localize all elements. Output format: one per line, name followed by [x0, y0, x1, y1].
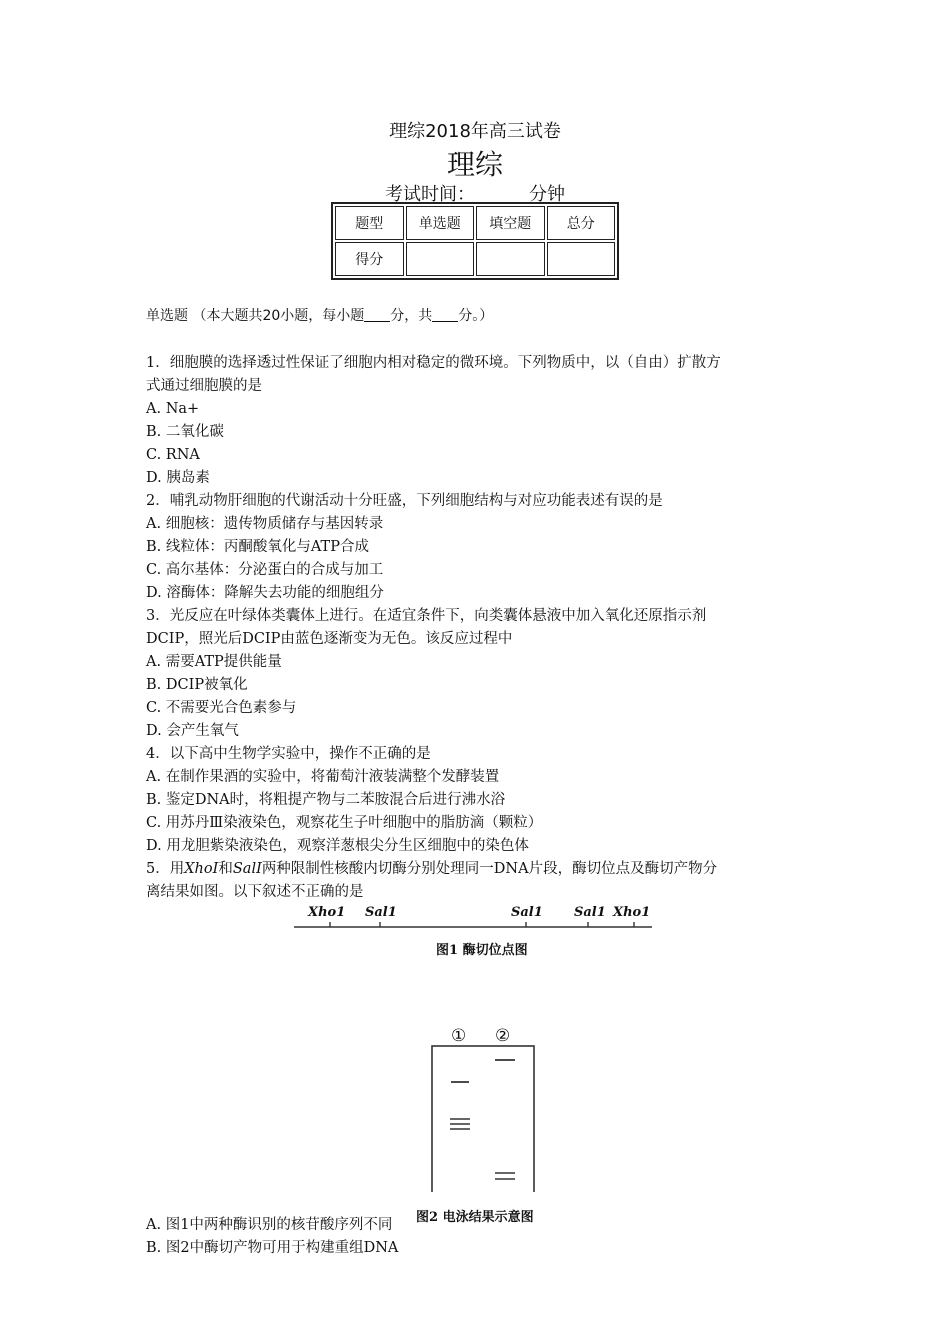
- cut-site-label: Xho1: [308, 905, 346, 920]
- figure1-caption: 图1 酶切位点图: [436, 943, 528, 958]
- score-table-cell: 得分: [335, 242, 404, 276]
- answer-option: D. 用龙胆紫染液染色，观察洋葱根尖分生区细胞中的染色体: [146, 838, 529, 854]
- cut-site-label: Sal1: [574, 905, 606, 920]
- answer-option: A. 在制作果酒的实验中，将葡萄汁液装满整个发酵装置: [146, 769, 500, 785]
- answer-option: C. RNA: [146, 447, 200, 463]
- section-heading-text: 单选题 （本大题共20小题，每小题: [146, 308, 365, 324]
- question-stem: 式通过细胞膜的是: [146, 378, 262, 394]
- blank: [432, 307, 458, 322]
- score-table-score-row: [335, 242, 615, 276]
- answer-option: B. DCIP被氧化: [146, 677, 248, 693]
- stem-text: 和: [218, 861, 233, 877]
- score-table-cell: 单选题: [406, 206, 475, 240]
- answer-option: B. 二氧化碳: [146, 424, 224, 440]
- section-heading-text: 分。）: [458, 308, 494, 324]
- lane-label: ①: [451, 1026, 467, 1046]
- score-table-cell: 总分: [547, 206, 616, 240]
- exam-subtitle: 理综2018年高三试卷: [389, 121, 561, 142]
- answer-option: D. 溶酶体：降解失去功能的细胞组分: [146, 585, 384, 601]
- cut-site-label: Sal1: [511, 905, 543, 920]
- figure2-caption: 图2 电泳结果示意图: [416, 1210, 534, 1225]
- answer-option: B. 鉴定DNA时，将粗提产物与二苯胺混合后进行沸水浴: [146, 792, 506, 808]
- answer-option: B. 图2中酶切产物可用于构建重组DNA: [146, 1240, 399, 1256]
- question-stem: 1．细胞膜的选择透过性保证了细胞内相对稳定的微环境。下列物质中，以（自由）扩散方: [146, 355, 721, 371]
- question-stem: [146, 858, 816, 881]
- exam-time-unit: 分钟: [529, 184, 565, 205]
- answer-option: D. 会产生氧气: [146, 723, 239, 739]
- answer-option: A. 细胞核：遗传物质储存与基因转录: [146, 516, 384, 532]
- answer-option: C. 不需要光合色素参与: [146, 700, 297, 716]
- question-stem: 2．哺乳动物肝细胞的代谢活动十分旺盛，下列细胞结构与对应功能表述有误的是: [146, 493, 663, 509]
- question-stem: 离结果如图。以下叙述不正确的是: [146, 884, 364, 900]
- answer-option: A. 需要ATP提供能量: [146, 654, 282, 670]
- gel-box: [432, 1046, 534, 1192]
- answer-option: D. 胰岛素: [146, 470, 210, 486]
- section-heading: [146, 305, 493, 325]
- cut-site-label: Xho1: [613, 905, 651, 920]
- score-table-cell: [406, 242, 475, 276]
- cut-site-label: Sal1: [365, 905, 397, 920]
- answer-option: B. 线粒体：丙酮酸氧化与ATP合成: [146, 539, 369, 555]
- score-table-cell: [476, 242, 545, 276]
- score-table-cell: 题型: [335, 206, 404, 240]
- exam-time-blank: [475, 184, 529, 203]
- exam-title: 理综: [446, 148, 503, 181]
- lane-label: ②: [495, 1026, 511, 1046]
- score-table-cell: [547, 242, 616, 276]
- answer-option: A. Na+: [146, 401, 200, 417]
- answer-option: C. 高尔基体：分泌蛋白的合成与加工: [146, 562, 384, 578]
- enzyme-name: SalI: [232, 861, 262, 877]
- score-table-header-row: [335, 206, 615, 240]
- score-table-cell: 填空题: [476, 206, 545, 240]
- enzyme-name: XhoI: [184, 861, 219, 877]
- question-stem: DCIP，照光后DCIP由蓝色逐渐变为无色。该反应过程中: [146, 631, 513, 647]
- stem-text: 5．用: [146, 861, 185, 877]
- exam-time-label: 考试时间：: [385, 184, 475, 205]
- blank: [364, 307, 390, 322]
- answer-option: C. 用苏丹Ⅲ染液染色，观察花生子叶细胞中的脂肪滴（颗粒）: [146, 815, 543, 831]
- stem-text: 两种限制性核酸内切酶分别处理同一DNA片段，酶切位点及酶切产物分: [261, 861, 718, 877]
- score-table: [331, 202, 619, 280]
- question-stem: 3．光反应在叶绿体类囊体上进行。在适宜条件下，向类囊体悬液中加入氧化还原指示剂: [146, 608, 707, 624]
- question-stem: 4．以下高中生物学实验中，操作不正确的是: [146, 746, 431, 762]
- question-list: [146, 352, 816, 1260]
- answer-option: A. 图1中两种酶识别的核苷酸序列不同: [146, 1217, 393, 1233]
- section-heading-text: 分，共: [390, 308, 433, 324]
